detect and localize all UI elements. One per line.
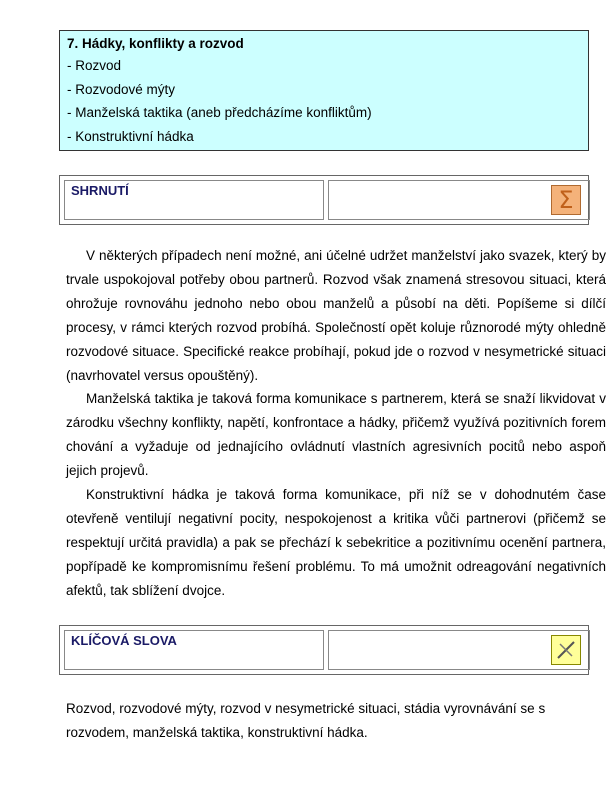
chapter-item: - Konstruktivní hádka xyxy=(67,129,194,145)
keywords-header xyxy=(59,625,589,675)
chapter-outline xyxy=(59,30,589,151)
summary-text xyxy=(66,244,606,603)
summary-header xyxy=(59,175,589,225)
chapter-item: - Manželská taktika (aneb předcházíme konfliktům) xyxy=(67,105,372,121)
keywords-icon-cell xyxy=(328,630,590,670)
chapter-item: - Rozvodové mýty xyxy=(67,81,176,97)
summary-heading: SHRNUTÍ xyxy=(64,180,324,220)
summary-paragraph: Konstruktivní hádka je taková forma komunikace, při níž se v dohodnutém čase otevřeně ventilují negativní pocity, nespokojenost a kritika vůči partnerovi (přičemž se respektují určitá pravidla) a pak se přechází k sebekritice a pozitivnímu ocenění partnera, popřípadě ke kompromisnímu řešení problému. To má umožnit odreagování negativních afektů, tak sblížení dvojce. xyxy=(66,487,606,598)
pen-icon xyxy=(551,635,581,665)
chapter-title: 7. Hádky, konflikty a rozvod xyxy=(67,36,244,51)
keywords-heading: KLÍČOVÁ SLOVA xyxy=(64,630,324,670)
summary-paragraph: V některých případech není možné, ani účelné udržet manželství jako svazek, který by trvale uspokojoval potřeby obou partnerů. Rozvod však znamená stresovou situaci, která ohrožuje rovnováhu jednoho nebo obou manželů a působí na děti. Popíšeme si dílčí procesy, v rámci kterých rozvod probíhá. Společností opět koluje různorodé mýty ohledně rozvodové situace. Specifické reakce probíhají, pokud jde o rozvod v nesymetrické situaci (navrhovatel versus opouštěný). xyxy=(66,248,606,383)
keywords-text: Rozvod, rozvodové mýty, rozvod v nesymetrické situaci, stádia vyrovnávání se s rozvodem, manželská taktika, konstruktivní hádka. xyxy=(66,701,546,740)
chapter-item: - Rozvod xyxy=(67,58,122,73)
summary-paragraph: Manželská taktika je taková forma komunikace s partnerem, která se snaží likvidovat v zárodku všechny konflikty, napětí, konfrontace a hádky, přičemž využívá pozitivních forem chování a vyžaduje od jednajícího ovládnutí vlastních agresivních pocitů nebo aspoň jejich projevů. xyxy=(66,391,606,479)
sigma-icon: Σ xyxy=(551,185,581,215)
summary-icon-cell xyxy=(328,180,590,220)
